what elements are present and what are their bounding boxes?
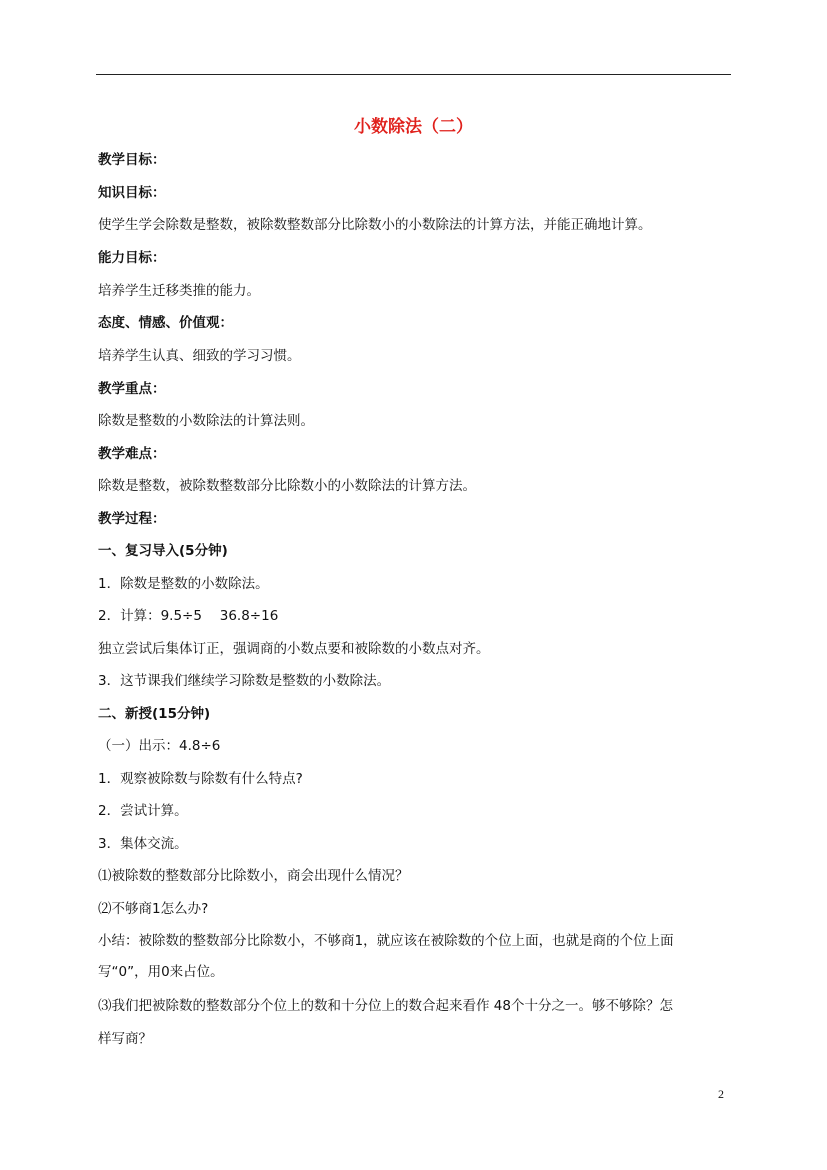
body-text-line: 3．集体交流。 <box>98 836 188 852</box>
section-heading: 教学目标： <box>98 152 166 168</box>
body-text-line: 样写商？ <box>98 1031 152 1047</box>
body-text-line: 独立尝试后集体订正，强调商的小数点要和被除数的小数点对齐。 <box>98 641 490 657</box>
body-text-line: 使学生学会除数是整数，被除数整数部分比除数小的小数除法的计算方法，并能正确地计算。 <box>98 217 652 233</box>
body-text-line: 培养学生认真、细致的学习习惯。 <box>98 348 301 364</box>
section-heading: 一、复习导入(5分钟) <box>98 543 228 559</box>
body-text-line: ⑵不够商1怎么办? <box>98 901 209 917</box>
section-heading: 知识目标： <box>98 185 166 201</box>
body-text-line: 1．除数是整数的小数除法。 <box>98 576 269 592</box>
section-heading: 教学重点： <box>98 381 166 397</box>
body-text-line: 写“0”，用0来占位。 <box>98 964 224 980</box>
body-text-line: 2．尝试计算。 <box>98 803 188 819</box>
body-text-line: 培养学生迁移类推的能力。 <box>98 283 260 299</box>
body-text-line: 1．观察被除数与除数有什么特点? <box>98 771 303 787</box>
page-number: 2 <box>718 1087 724 1101</box>
section-heading: 二、新授(15分钟) <box>98 706 211 722</box>
section-heading: 态度、情感、价值观： <box>98 315 233 331</box>
body-text-line: 除数是整数，被除数整数部分比除数小的小数除法的计算方法。 <box>98 478 476 494</box>
section-heading: 教学难点： <box>98 446 166 462</box>
header-rule <box>96 74 731 75</box>
document-title: 小数除法（二） <box>354 117 473 137</box>
body-text-line: 小结：被除数的整数部分比除数小，不够商1，就应该在被除数的个位上面，也就是商的个位上面 <box>98 933 674 949</box>
body-text-line: （一）出示：4.8÷6 <box>98 738 221 754</box>
body-text-line: 3．这节课我们继续学习除数是整数的小数除法。 <box>98 673 391 689</box>
body-text-line: ⑶我们把被除数的整数部分个位上的数和十分位上的数合起来看作 48个十分之一。够不够除？怎 <box>98 998 673 1014</box>
section-heading: 能力目标： <box>98 250 166 266</box>
body-text-line: 除数是整数的小数除法的计算法则。 <box>98 413 314 429</box>
body-text-line: ⑴被除数的整数部分比除数小，商会出现什么情况？ <box>98 868 409 884</box>
body-text-line: 2．计算：9.5÷5 36.8÷16 <box>98 608 279 624</box>
section-heading: 教学过程： <box>98 511 166 527</box>
